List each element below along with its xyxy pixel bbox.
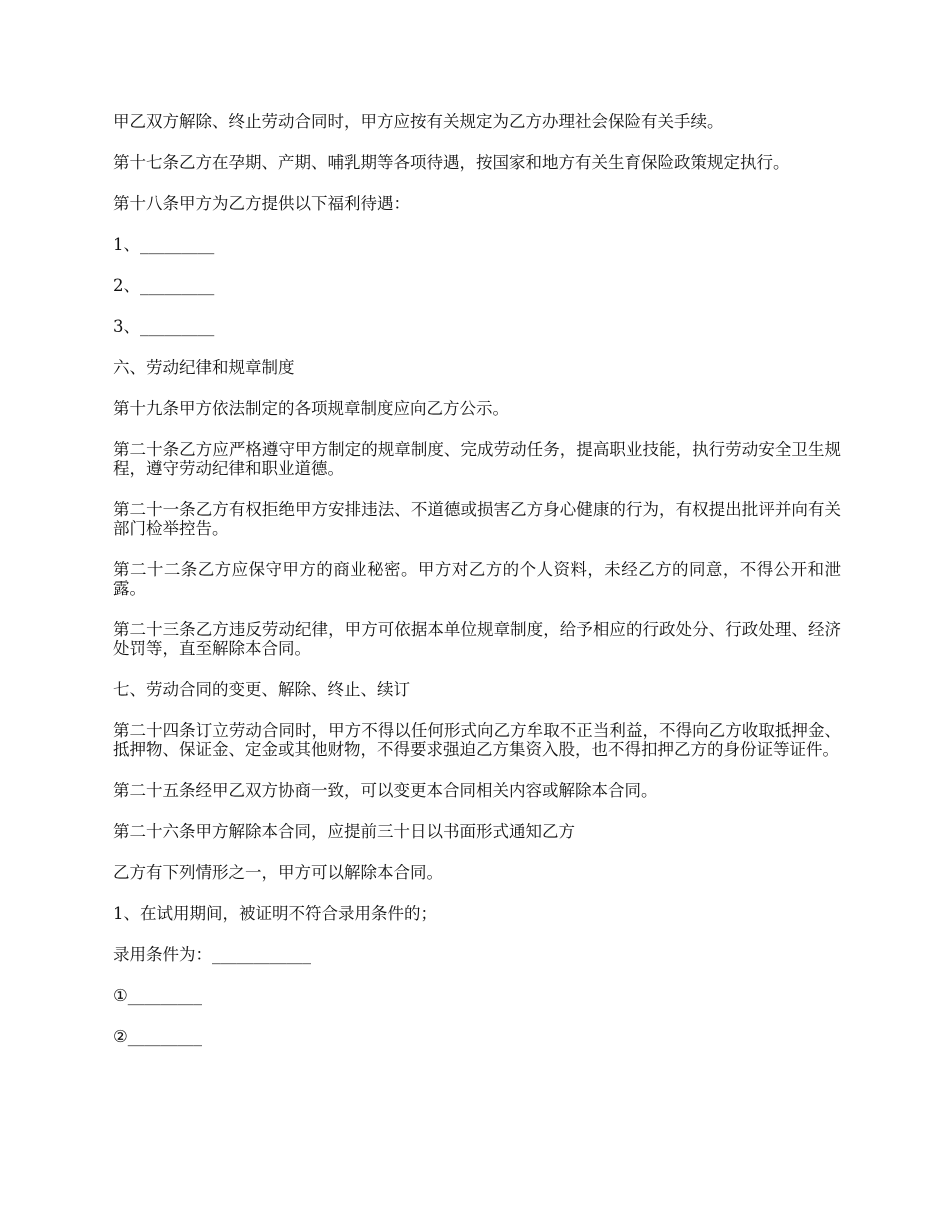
paragraph-article-18: 第十八条甲方为乙方提供以下福利待遇：	[113, 194, 410, 213]
condition-item-1: 1、在试用期间，被证明不符合录用条件的；	[113, 904, 437, 923]
hiring-conditions-line: 录用条件为：____________	[113, 945, 311, 964]
hiring-condition-item-2: ②_________	[113, 1027, 203, 1046]
paragraph-article-24: 第二十四条订立劳动合同时，甲方不得以任何形式向乙方牟取不正当利益，不得向乙方收取抵押金、抵押物、保证金、定金或其他财物，不得要求强迫乙方集资入股，也不得扣押乙方的身份证等证件。	[113, 721, 841, 759]
paragraph-article-23: 第二十三条乙方违反劳动纪律，甲方可依据本单位规章制度，给予相应的行政处分、行政处理、经济处罚等，直至解除本合同。	[113, 620, 841, 658]
paragraph-article-21: 第二十一条乙方有权拒绝甲方安排违法、不道德或损害乙方身心健康的行为，有权提出批评并向有关部门检举控告。	[113, 500, 841, 538]
paragraph-article-20: 第二十条乙方应严格遵守甲方制定的规章制度、完成劳动任务，提高职业技能，执行劳动安全卫生规程，遵守劳动纪律和职业道德。	[113, 440, 841, 478]
hiring-condition-item-1: ①_________	[113, 986, 203, 1005]
paragraph-article-17: 第十七条乙方在孕期、产期、哺乳期等各项待遇，按国家和地方有关生育保险政策规定执行。	[113, 153, 790, 172]
paragraph-article-22: 第二十二条乙方应保守甲方的商业秘密。甲方对乙方的个人资料，未经乙方的同意，不得公开和泄露。	[113, 560, 841, 598]
paragraph-article-25: 第二十五条经甲乙双方协商一致，可以变更本合同相关内容或解除本合同。	[113, 781, 658, 800]
welfare-item-1: 1、_________	[113, 235, 215, 254]
paragraph-termination-conditions: 乙方有下列情形之一，甲方可以解除本合同。	[113, 863, 443, 882]
document-body	[113, 112, 841, 1068]
paragraph-social-insurance: 甲乙双方解除、终止劳动合同时，甲方应按有关规定为乙方办理社会保险有关手续。	[113, 112, 724, 131]
section-heading-contract-changes: 七、劳动合同的变更、解除、终止、续订	[113, 680, 410, 699]
welfare-item-2: 2、_________	[113, 276, 215, 295]
welfare-item-3: 3、_________	[113, 317, 215, 336]
paragraph-article-26: 第二十六条甲方解除本合同，应提前三十日以书面形式通知乙方	[113, 822, 575, 841]
paragraph-article-19: 第十九条甲方依法制定的各项规章制度应向乙方公示。	[113, 399, 509, 418]
section-heading-discipline: 六、劳动纪律和规章制度	[113, 358, 295, 377]
